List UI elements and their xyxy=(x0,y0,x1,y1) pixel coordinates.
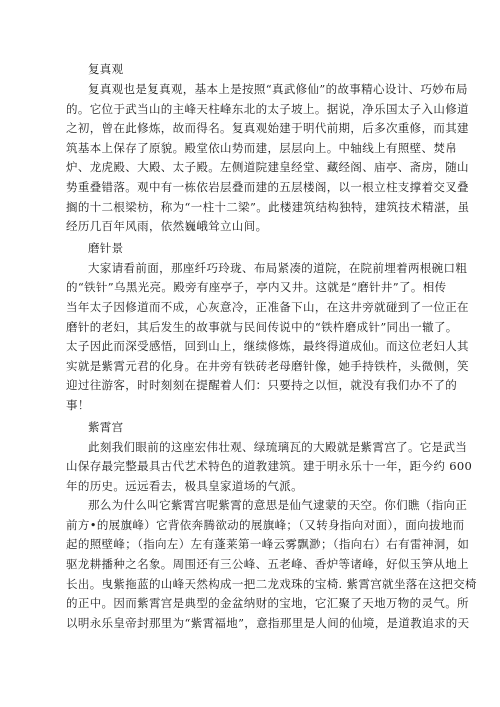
text-line: 前方•的展旗峰）它背依奔腾欲动的展旗峰；（又转身指向对面），面向拔地而 xyxy=(66,517,465,532)
text-line: 事！ xyxy=(66,397,90,412)
section-heading-fuzhenguan: 复真观 xyxy=(88,62,124,76)
text-line: 以明永乐皇帝封那里为“紫霄福地”，意指那里是人间的仙境，是道教追求的天 xyxy=(66,615,470,630)
document-body xyxy=(66,58,477,633)
text-line: 磨针的老妇，其后发生的故事就与民间传说中的“铁杵磨成针”同出一辙了。 xyxy=(66,319,458,334)
text-line: 大家请看前面，那座纤巧玲珑、布局紧凑的道院，在院前埋着两根碗口粗 xyxy=(88,260,468,275)
text-line: 经历几百年风雨，依然巍峨耸立山间。 xyxy=(66,219,268,234)
text-line: 炉、龙虎殿、大殿、太子殿。左侧道院建皇经堂、藏经阁、庙亭、斋房，随山 xyxy=(66,160,469,175)
text-line: 的正中。因而紫霄宫是典型的金盆纳财的宝地，它汇聚了天地万物的灵气。所 xyxy=(66,596,469,611)
text-line: 太子因此而深受感悟，回到山上，继续修炼，最终得道成仙。而这位老妇人其 xyxy=(66,339,469,354)
text-line: 的“铁针”乌黑光亮。殿旁有座亭子，亭内又井。这就是“磨针井”了。相传 xyxy=(66,280,447,295)
text-line: 此刻我们眼前的这座宏伟壮观、绿琉璃瓦的大殿就是紫霄宫了。它是武当 xyxy=(88,439,468,454)
text-line: 势重叠错落。观中有一栋依岩层叠而建的五层楼阁，以一根立柱支撑着交叉叠 xyxy=(66,179,469,194)
text-line: 起的照壁峰；（指向左）左有蓬莱第一峰云雾飘渺；（指向右）右有雷神洞，如 xyxy=(66,537,470,552)
text-line: 当年太子因修道而不成，心灰意冷，正准备下山，在这井旁就碰到了一位正在 xyxy=(66,299,469,314)
text-line: 的。它位于武当山的主峰天柱峰东北的太子坡上。据说，净乐国太子入山修道 xyxy=(66,101,469,116)
text-line: 长出。曳紫拖蓝的山峰天然构成一把二龙戏珠的宝椅. 紫霄宫就坐落在这把交椅 xyxy=(66,576,477,591)
text-line: 筑基本上保存了原貌。殿堂依山势而建，层层向上。中轴线上有照壁、焚帛 xyxy=(66,140,458,155)
section-heading-zixiaogong: 紫霄宫 xyxy=(88,419,124,434)
text-line: 实就是紫霄元君的化身。在井旁有铁砖老母磨针像，她手持铁杵，头微侧，笑 xyxy=(66,358,469,373)
text-line: 年的历史。远远看去，极具皇家道场的气派。 xyxy=(66,478,303,493)
text-line: 复真观也是复真观，基本上是按照“真武修仙”的故事精心设计、巧妙布局 xyxy=(88,82,468,96)
text-line: 那么为什么叫它紫霄宫呢紫霄的意思是仙气逮蒙的天空。你们瞧（指向正 xyxy=(88,498,468,513)
paragraph-mozhenjing xyxy=(66,259,469,416)
text-line: 之初，曾在此修炼，故而得名。复真观始建于明代前期，后多次重修，而其建 xyxy=(66,121,469,136)
text-line: 迎过往游客，时时刻刻在提醒着人们：只要持之以恒，就没有我们办不了的 xyxy=(66,378,458,393)
section-heading-mozhenjing: 磨针景 xyxy=(88,240,124,255)
text-line: 山保存最完整最具古代艺术特色的道教建筑。建于明永乐十一年，距今约 600 xyxy=(66,459,473,474)
paragraph-fuzhenguan xyxy=(66,80,470,237)
paragraph-zixiaogong-intro xyxy=(66,438,473,497)
text-line: 驱龙耕播种之名象。周围还有三公峰、五老峰、香炉等诸峰，好似玉笋从地上 xyxy=(66,557,469,572)
text-line: 搁的十二根梁枋，称为“一柱十二梁”。此楼建筑结构独特，建筑技术精湛，虽 xyxy=(66,199,470,214)
paragraph-zixiaogong-meaning xyxy=(66,496,477,633)
